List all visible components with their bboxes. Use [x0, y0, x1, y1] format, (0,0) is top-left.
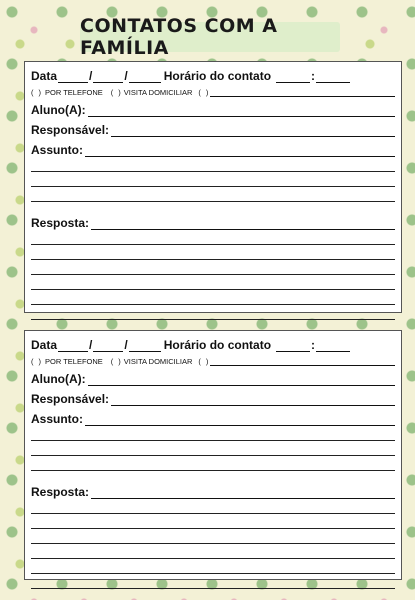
assunto-row — [31, 137, 395, 157]
date-month-field[interactable] — [93, 71, 123, 83]
option-visit-label: VISITA DOMICILIAR — [123, 88, 193, 97]
assunto-field[interactable] — [85, 414, 395, 426]
date-label: Data — [31, 338, 58, 352]
date-time-row — [31, 335, 395, 352]
resposta-line[interactable] — [31, 574, 395, 589]
resposta-row — [31, 210, 395, 230]
option-phone-label: POR TELEFONE — [45, 357, 103, 366]
resposta-line[interactable] — [31, 544, 395, 559]
option-bracket: ) — [38, 88, 41, 97]
title-banner — [80, 15, 340, 59]
option-bracket: ) — [118, 88, 121, 97]
resposta-line[interactable] — [31, 230, 395, 245]
responsavel-field[interactable] — [111, 125, 395, 137]
aluno-row — [31, 366, 395, 386]
resposta-line[interactable] — [31, 290, 395, 305]
other-option-field[interactable] — [210, 357, 395, 366]
date-day-field[interactable] — [58, 340, 88, 352]
option-bracket: ( — [110, 88, 114, 97]
responsavel-field[interactable] — [111, 394, 395, 406]
aluno-row — [31, 97, 395, 117]
date-separator: / — [124, 338, 128, 352]
contact-type-row — [31, 83, 395, 97]
resposta-line[interactable] — [31, 499, 395, 514]
time-separator: : — [311, 338, 316, 352]
responsavel-row — [31, 386, 395, 406]
assunto-line[interactable] — [31, 426, 395, 441]
option-visit-label: VISITA DOMICILIAR — [123, 357, 193, 366]
time-hour-field[interactable] — [276, 340, 310, 352]
horario-label: Horário do contato — [163, 338, 272, 352]
option-bracket: ) — [38, 357, 41, 366]
other-option-field[interactable] — [210, 88, 395, 97]
option-phone-label: POR TELEFONE — [45, 88, 103, 97]
aluno-label: Aluno(A): — [31, 103, 86, 117]
time-minute-field[interactable] — [316, 71, 350, 83]
resposta-line[interactable] — [31, 529, 395, 544]
date-time-row — [31, 66, 395, 83]
resposta-line[interactable] — [31, 305, 395, 320]
assunto-line[interactable] — [31, 456, 395, 471]
responsavel-row — [31, 117, 395, 137]
aluno-field[interactable] — [88, 105, 395, 117]
option-bracket: ( — [198, 88, 201, 97]
page-title: CONTATOS COM A FAMÍLIA — [80, 15, 278, 59]
responsavel-label: Responsável: — [31, 392, 110, 406]
option-bracket: ( — [31, 88, 34, 97]
assunto-label: Assunto: — [31, 412, 83, 426]
date-separator: / — [124, 69, 128, 83]
resposta-label: Resposta: — [31, 485, 90, 499]
assunto-line[interactable] — [31, 187, 395, 202]
option-bracket: ( — [31, 357, 34, 366]
date-day-field[interactable] — [58, 71, 88, 83]
assunto-line[interactable] — [31, 441, 395, 456]
time-separator: : — [311, 69, 316, 83]
resposta-field[interactable] — [91, 218, 395, 230]
assunto-line[interactable] — [31, 157, 395, 172]
resposta-line[interactable] — [31, 514, 395, 529]
option-bracket: ) — [118, 357, 121, 366]
resposta-row — [31, 479, 395, 499]
option-bracket: ) — [205, 357, 209, 366]
time-minute-field[interactable] — [316, 340, 350, 352]
assunto-label: Assunto: — [31, 143, 83, 157]
date-separator: / — [89, 69, 93, 83]
aluno-label: Aluno(A): — [31, 372, 86, 386]
contact-form-2 — [24, 330, 402, 580]
option-bracket: ( — [110, 357, 114, 366]
contact-type-row — [31, 352, 395, 366]
time-hour-field[interactable] — [276, 71, 310, 83]
resposta-field[interactable] — [91, 487, 395, 499]
aluno-field[interactable] — [88, 374, 395, 386]
horario-label: Horário do contato — [163, 69, 272, 83]
assunto-field[interactable] — [85, 145, 395, 157]
resposta-line[interactable] — [31, 260, 395, 275]
date-separator: / — [89, 338, 93, 352]
responsavel-label: Responsável: — [31, 123, 110, 137]
date-year-field[interactable] — [129, 71, 161, 83]
contact-form-1 — [24, 61, 402, 313]
assunto-row — [31, 406, 395, 426]
resposta-label: Resposta: — [31, 216, 90, 230]
assunto-line[interactable] — [31, 172, 395, 187]
date-label: Data — [31, 69, 58, 83]
resposta-line[interactable] — [31, 245, 395, 260]
option-bracket: ( — [198, 357, 201, 366]
date-year-field[interactable] — [129, 340, 161, 352]
date-month-field[interactable] — [93, 340, 123, 352]
resposta-line[interactable] — [31, 275, 395, 290]
option-bracket: ) — [205, 88, 209, 97]
resposta-line[interactable] — [31, 559, 395, 574]
